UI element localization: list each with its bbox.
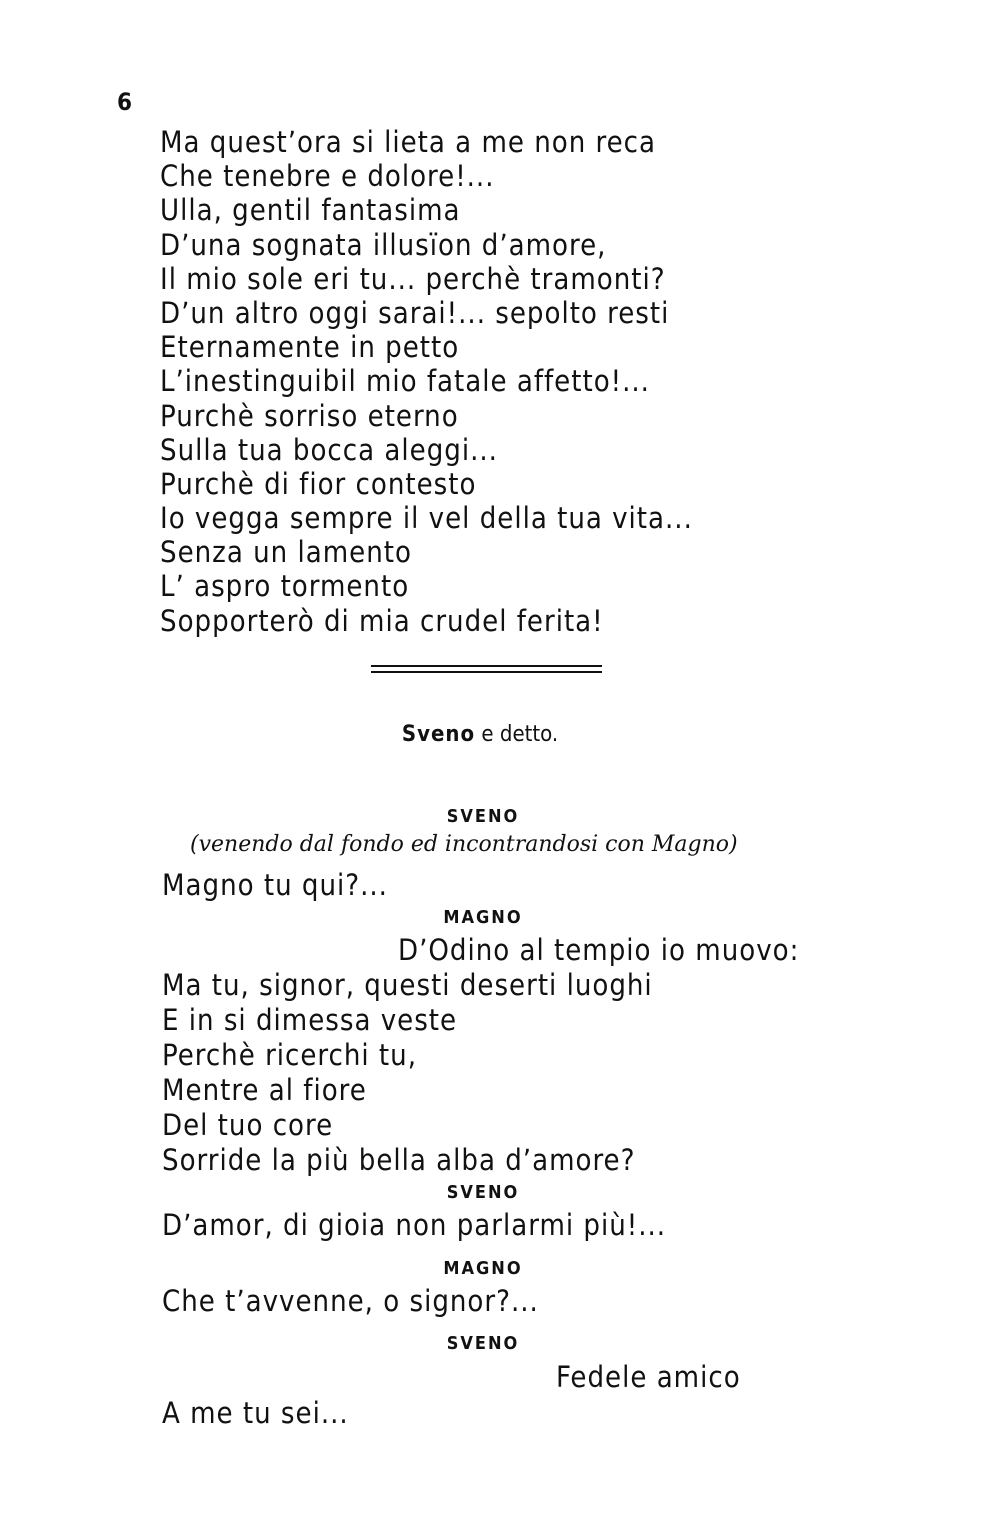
- verse-line: D’un altro oggi sarai!... sepolto resti: [160, 295, 670, 330]
- dialogue-line: Ma tu, signor, questi deserti luoghi: [162, 968, 653, 1002]
- verse-line: D’una sognata illusïon d’amore,: [160, 227, 607, 262]
- page-number: 6: [117, 88, 133, 116]
- verse-line: Sopporterò di mia crudel ferita!: [160, 603, 604, 638]
- verse-line: Ma quest’ora si lieta a me non reca: [160, 125, 656, 159]
- dialogue-line: Mentre al fiore: [162, 1073, 367, 1107]
- speaker-label: SVENO: [446, 1182, 520, 1203]
- verse-line: Ulla, gentil fantasima: [160, 193, 461, 228]
- scene-heading-rest: e detto.: [481, 722, 559, 747]
- dialogue-line: D’amor, di gioia non parlarmi più!...: [162, 1208, 667, 1242]
- verse-line: Il mio sole eri tu... perchè tramonti?: [160, 261, 666, 296]
- dialogue-line: Del tuo core: [162, 1108, 334, 1142]
- scene-heading: [380, 722, 580, 747]
- dialogue-line: Fedele amico: [556, 1360, 741, 1394]
- dialogue-line: Che t’avvenne, o signor?...: [162, 1284, 539, 1318]
- verse-line: Eternamente in petto: [160, 330, 460, 365]
- scene-heading-name: Sveno: [401, 722, 476, 747]
- verse-line: Sulla tua bocca aleggi...: [160, 432, 498, 467]
- speaker-label: SVENO: [446, 1333, 520, 1354]
- dialogue-line: A me tu sei...: [162, 1396, 349, 1430]
- speaker-label: MAGNO: [443, 907, 523, 928]
- stage-direction: (venendo dal fondo ed incontrandosi con Magno): [190, 832, 738, 857]
- dialogue-line: Sorride la più bella alba d’amore?: [162, 1143, 636, 1177]
- dialogue-line: E in si dimessa veste: [162, 1003, 458, 1037]
- verse-block: [160, 125, 693, 638]
- verse-line: Io vegga sempre il vel della tua vita...: [160, 501, 693, 536]
- dialogue-line: Perchè ricerchi tu,: [162, 1038, 417, 1072]
- verse-line: Senza un lamento: [160, 535, 412, 570]
- dialogue-line: Magno tu qui?...: [162, 868, 388, 902]
- verse-line: Purchè di fior contesto: [160, 466, 477, 501]
- speaker-label: MAGNO: [443, 1258, 523, 1279]
- speaker-label: SVENO: [446, 806, 520, 827]
- verse-line: L’ aspro tormento: [160, 569, 410, 604]
- verse-line: Che tenebre e dolore!...: [160, 159, 495, 194]
- double-rule-divider: [371, 665, 602, 673]
- verse-line: Purchè sorriso eterno: [160, 398, 459, 433]
- verse-line: L’inestinguibil mio fatale affetto!...: [160, 364, 650, 399]
- dialogue-line: D’Odino al tempio io muovo:: [398, 933, 800, 967]
